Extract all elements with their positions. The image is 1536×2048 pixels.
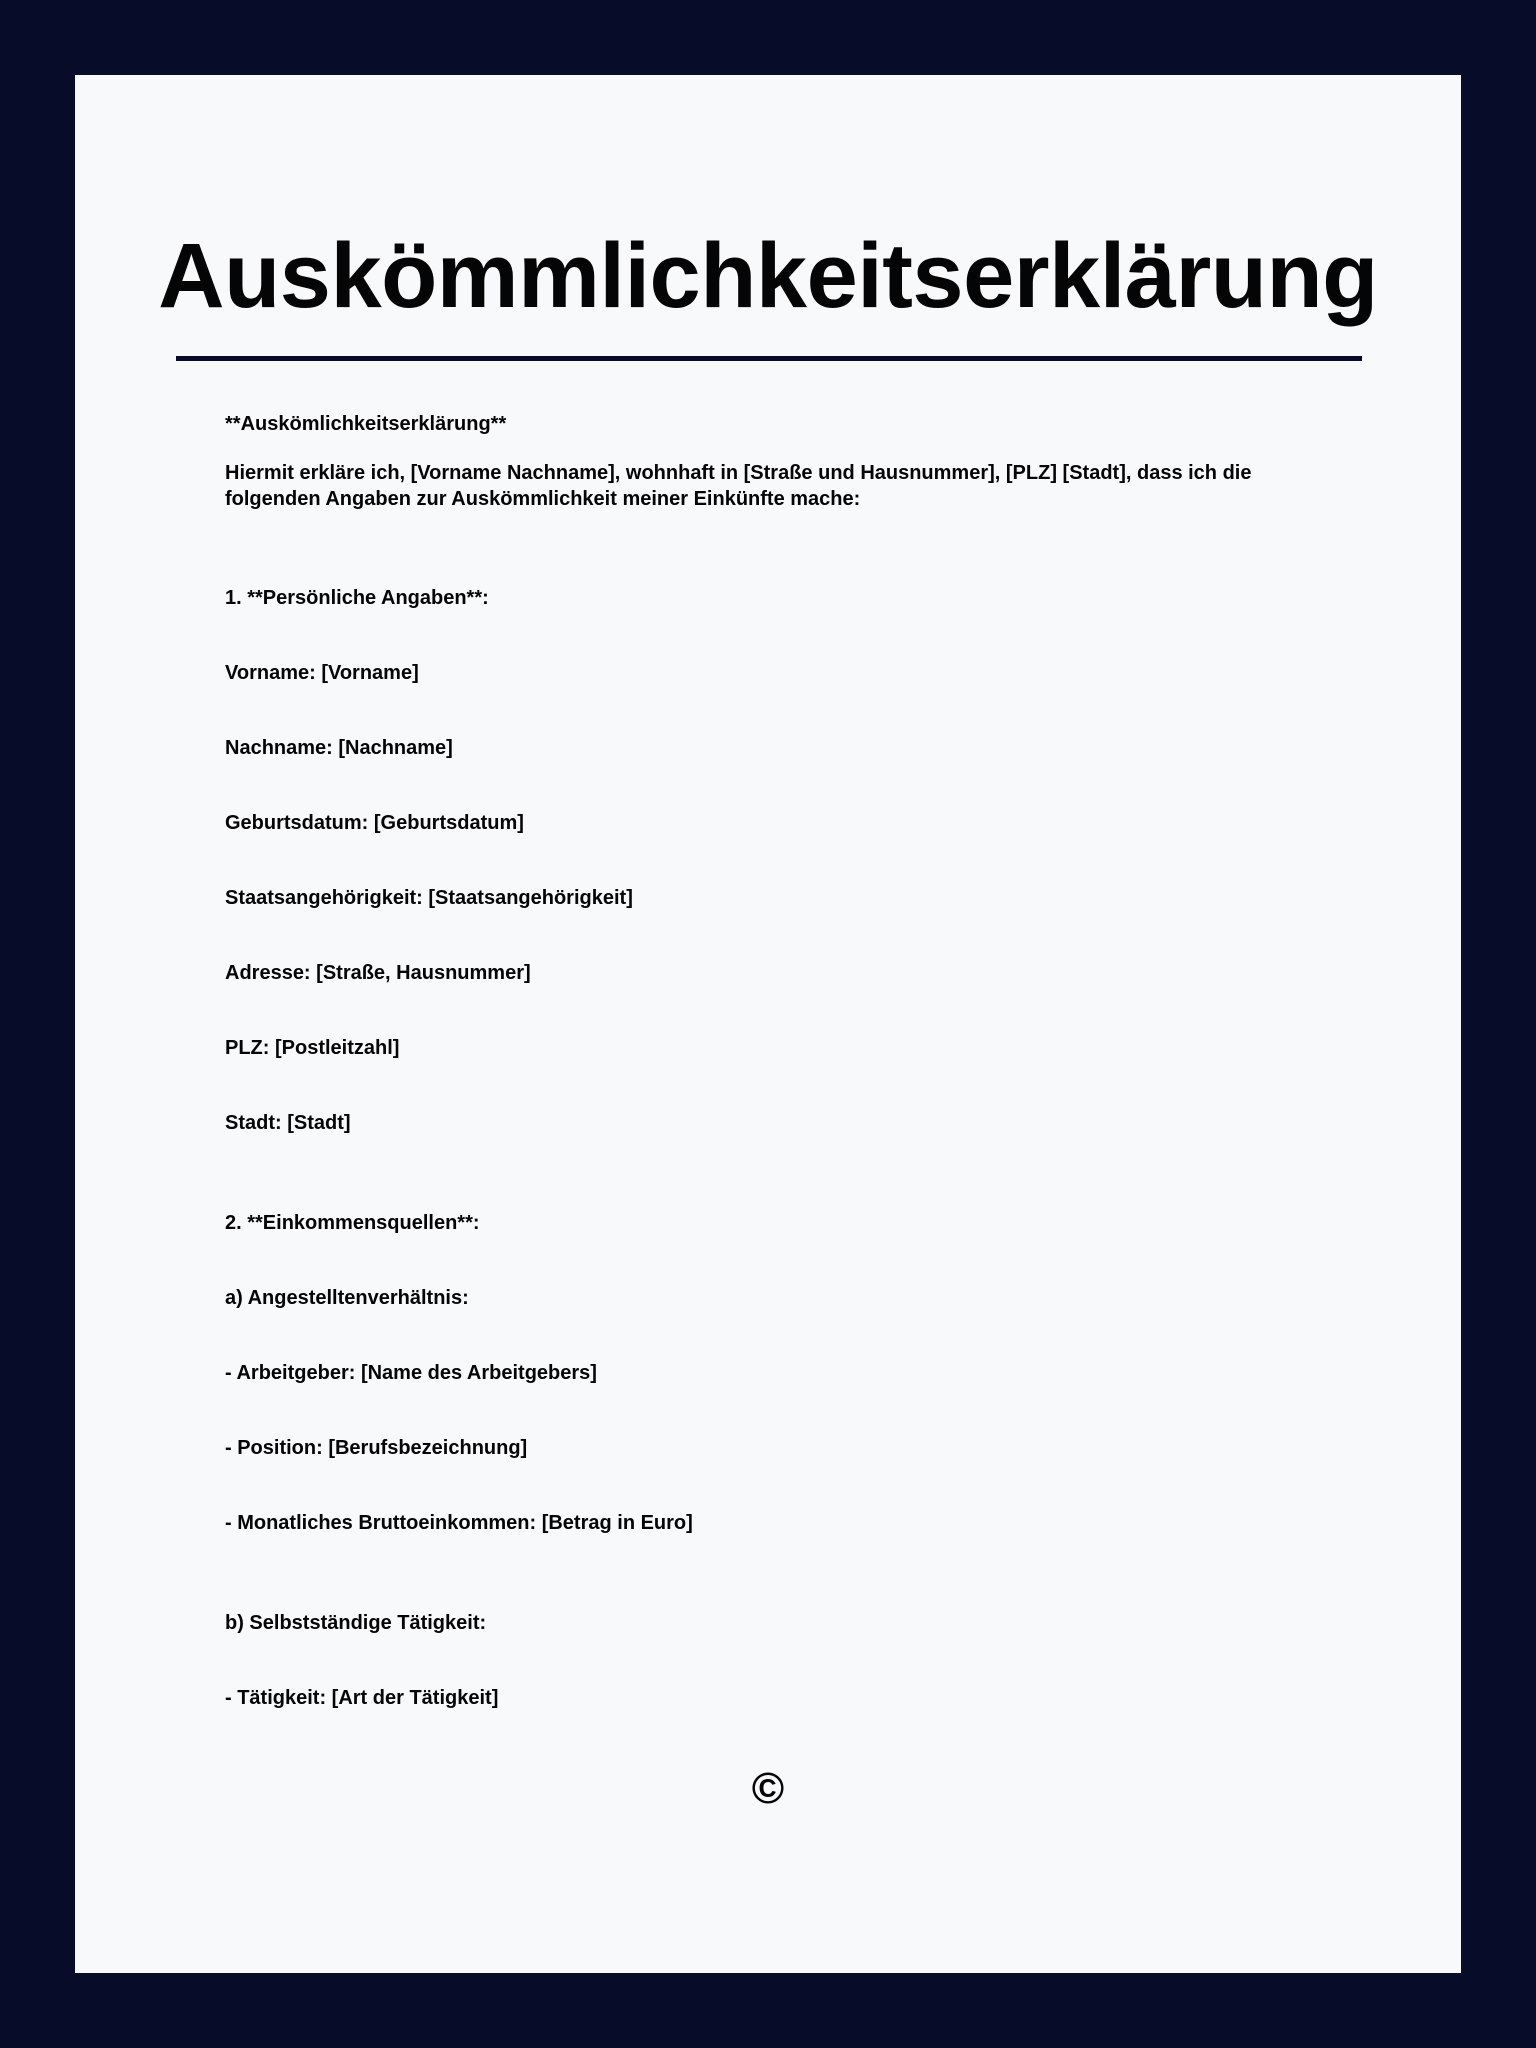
field-last-name: Nachname: [Nachname] — [225, 737, 453, 759]
field-nationality: Staatsangehörigkeit: [Staatsangehörigkeit] — [225, 887, 633, 909]
document-heading: **Auskömlichkeitserklärung** — [225, 413, 507, 435]
field-position: - Position: [Berufsbezeichnung] — [225, 1437, 528, 1459]
field-address: Adresse: [Straße, Hausnummer] — [225, 962, 531, 984]
field-city: Stadt: [Stadt] — [225, 1112, 351, 1134]
section-title-income: 2. **Einkommensquellen**: — [225, 1212, 480, 1234]
subsection-employment: a) Angestelltenverhältnis: — [225, 1287, 469, 1309]
field-gross-income: - Monatliches Bruttoeinkommen: [Betrag in Euro] — [225, 1512, 693, 1534]
field-birth-date: Geburtsdatum: [Geburtsdatum] — [225, 812, 524, 834]
field-employer: - Arbeitgeber: [Name des Arbeitgebers] — [225, 1362, 597, 1384]
subsection-self-employed: b) Selbstständige Tätigkeit: — [225, 1612, 487, 1634]
document-page — [75, 75, 1461, 1973]
field-activity: - Tätigkeit: [Art der Tätigkeit] — [225, 1687, 499, 1709]
title-divider — [176, 356, 1362, 361]
field-postal-code: PLZ: [Postleitzahl] — [225, 1037, 400, 1059]
copyright-icon: © — [751, 1764, 785, 1813]
field-first-name: Vorname: [Vorname] — [225, 662, 419, 684]
document-title: Auskömmlichkeitserklärung — [158, 225, 1378, 327]
section-title-personal: 1. **Persönliche Angaben**: — [225, 587, 489, 609]
intro-paragraph: Hiermit erkläre ich, [Vorname Nachname], wohnhaft in [Straße und Hausnummer], [PLZ] [Stadt], dass ich die folgenden Angaben zur Auskömmlichkeit meiner Einkünfte mache: — [225, 462, 1252, 510]
